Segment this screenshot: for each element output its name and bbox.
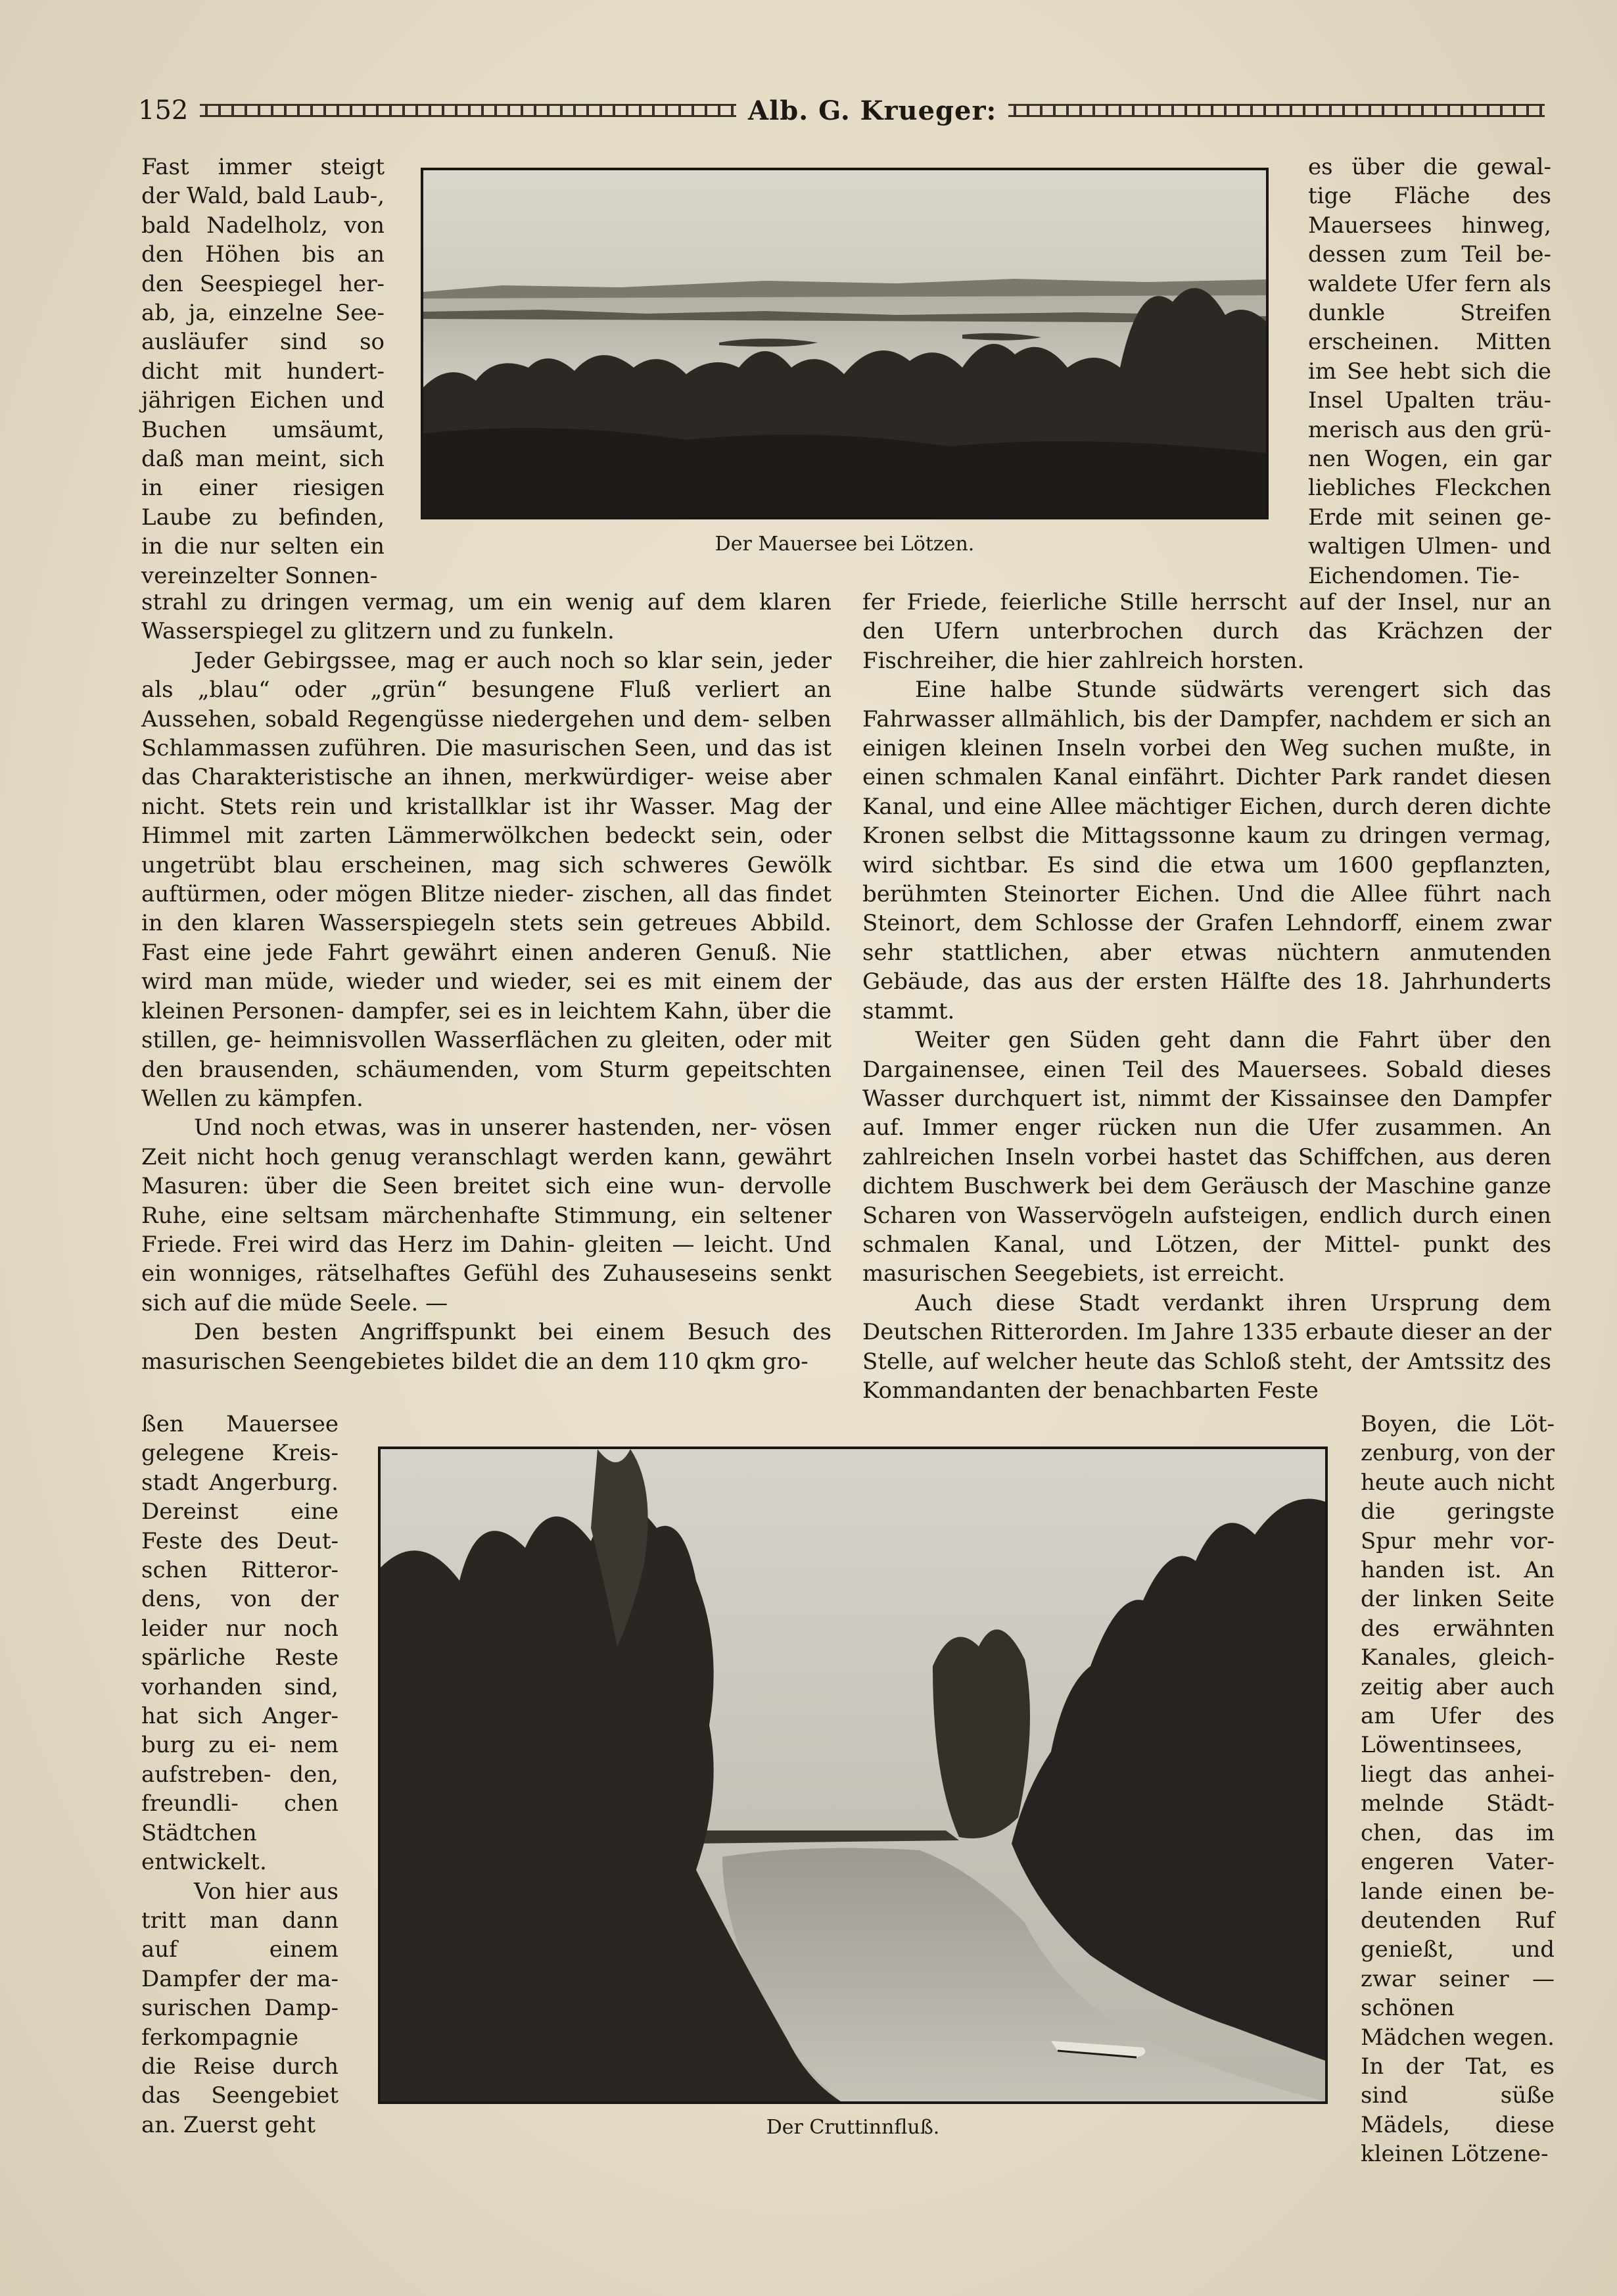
photo-mauersee bbox=[421, 168, 1269, 519]
paragraph-mid-right-3: Weiter gen Süden geht dann die Fahrt über den Dargainensee, einen Teil des Mauersees. Sobald dieses Wasser durchquert ist, nimmt der Kissainsee den Dampfer auf. Immer enger rücken nun die Ufer zusammen. An zahlreichen Inseln vorbei hastet das Schiffchen, aus deren dichtem Buschwerk bei dem Geräusch der Maschine ganze Scharen von Wasservögeln aufsteigen, endlich durch einen schmalen Kanal, und Lötzen, der Mittel- punkt des masurischen Seegebiets, ist erreicht. bbox=[862, 1027, 1551, 1287]
paragraph-mid-right-1: fer Friede, feierliche Stille herrscht auf der Insel, nur an den Ufern unterbrochen durch das Krächzen der Fischreiher, die hier zahlreich horsten. bbox=[862, 589, 1551, 674]
paragraph-mid-right-4: Auch diese Stadt verdankt ihren Ursprung dem Deutschen Ritterorden. Im Jahre 1335 erbaute dieser an der Stelle, auf welcher heute das Schloß steht, der Amtssitz des Kommandanten der benachbarten Feste bbox=[862, 1289, 1551, 1404]
paragraph-mid-left-4: Den besten Angriffspunkt bei einem Besuch des masurischen Seengebietes bildet die an dem 110 qkm gro- bbox=[141, 1319, 832, 1375]
photo-cruttinn bbox=[378, 1447, 1328, 2104]
paragraph-top-left: Fast immer steigt der Wald, bald Laub-, bald Nadelholz, von den Höhen bis an den Seespiegel her- ab, ja, einzelne See- ausläufer sind so dicht mit hundert- jährigen Eichen und Buchen umsäumt, daß man meint, sich in einer riesigen Laube zu befinden, in die nur selten ein vereinzelter Sonnen- bbox=[141, 154, 385, 589]
page-number: 152 bbox=[138, 95, 189, 126]
paragraph-top-right: es über die gewal- tige Fläche des Mauersees hinweg, dessen zum Teil be- waldete Ufer fern als dunkle Streifen erscheinen. Mitten im See hebt sich die Insel Upalten träu- merisch aus den grü- nen Wogen, ein gar liebliches Fleckchen Erde mit seinen ge- waltigen Ulmen- und Eichendomen. Tie- bbox=[1308, 154, 1551, 589]
caption-cruttinn: Der Cruttinnfluß. bbox=[766, 2116, 940, 2139]
paragraph-mid-left-3: Und noch etwas, was in unserer hastenden, ner- vösen Zeit nicht hoch genug veranschlagt werden kann, gewährt Masuren: über die Seen breitet sich eine wun- dervolle Ruhe, eine seltsam märchenhafte Stimmung, ein seltener Friede. Frei wird das Herz im Dahin- gleiten — leicht. Und ein wonniges, rätselhaftes Gefühl des Zuhauseseins senkt sich auf die müde Seele. — bbox=[141, 1114, 832, 1316]
paragraph-bottom-left-2: Von hier aus tritt man dann auf einem Dampfer der ma- surischen Damp- ferkompagnie die Reise durch das Seengebiet an. Zuerst geht bbox=[141, 1878, 339, 2138]
paragraph-mid-left-1: strahl zu dringen vermag, um ein wenig auf dem klaren Wasserspiegel zu glitzern und zu funkeln. bbox=[141, 589, 832, 645]
mauersee-landscape-image bbox=[423, 170, 1266, 517]
caption-mauersee: Der Mauersee bei Lötzen. bbox=[715, 533, 975, 556]
text-block-top-right bbox=[1308, 153, 1551, 590]
text-block-mid-right bbox=[862, 588, 1551, 1405]
text-block-bottom-right bbox=[1361, 1410, 1555, 2169]
paragraph-bottom-right: Boyen, die Löt- zenburg, von der heute auch nicht die geringste Spur mehr vor- handen ist. An der linken Seite des erwähnten Kanales, gleich- zeitig aber auch am Ufer des Löwentinsees, liegt das anhei- melnde Städt- chen, das im engeren Vater- lande einen be- deutenden Ruf genießt, und zwar seiner — schönen Mädchen wegen. In der Tat, es sind süße Mädels, diese kleinen Lötzene- bbox=[1361, 1411, 1555, 2168]
ornament-rule-left bbox=[200, 104, 736, 117]
running-head-author: Alb. G. Krueger: bbox=[748, 95, 997, 126]
running-head bbox=[138, 91, 1545, 130]
text-block-bottom-left bbox=[141, 1410, 339, 2140]
paragraph-bottom-left-1: ßen Mauersee gelegene Kreis- stadt Angerburg. Dereinst eine Feste des Deut- schen Ritteror- dens, von der leider nur noch spärliche Reste vorhanden sind, hat sich Anger- burg zu ei- nem aufstreben- den, freundli- chen Städtchen entwickelt. bbox=[141, 1411, 339, 1876]
text-block-top-left bbox=[141, 153, 385, 590]
ornament-rule-right bbox=[1008, 104, 1545, 117]
paragraph-mid-right-2: Eine halbe Stunde südwärts verengert sich das Fahrwasser allmählich, bis der Dampfer, nachdem er sich an einigen kleinen Inseln vorbei den Weg suchen mußte, in einen schmalen Kanal einfährt. Dichter Park randet diesen Kanal, und eine Allee mächtiger Eichen, durch deren dichte Kronen selbst die Mittagssonne kaum zu dringen vermag, wird sichtbar. Es sind die etwa um 1600 gepflanzten, berühmten Steinorter Eichen. Und die Allee führt nach Steinort, dem Schlosse der Grafen Lehndorff, einem zwar sehr stattlichen, aber etwas nüchtern anmutenden Gebäude, das aus der ersten Hälfte des 18. Jahrhunderts stammt. bbox=[862, 677, 1551, 1024]
cruttinn-river-image bbox=[381, 1449, 1325, 2101]
paragraph-mid-left-2: Jeder Gebirgssee, mag er auch noch so klar sein, jeder als „blau“ oder „grün“ besungene Fluß verliert an Aussehen, sobald Regengüsse niedergehen und dem- selben Schlammassen zuführen. Die masurischen Seen, und das ist das Charakteristische an ihnen, merkwürdiger- weise aber nicht. Stets rein und kristallklar ist ihr Wasser. Mag der Himmel mit zarten Lämmerwölkchen bedeckt sein, oder ungetrübt blau erscheinen, mag sich schweres Gewölk auftürmen, oder mögen Blitze nieder- zischen, all das findet in den klaren Wasserspiegeln stets sein getreues Abbild. Fast eine jede Fahrt gewährt einen anderen Genuß. Nie wird man müde, wieder und wieder, sei es mit einem der kleinen Personen- dampfer, sei es in leichtem Kahn, über die stillen, ge- heimnisvollen Wasserflächen zu gleiten, oder mit den brausenden, schäumenden, vom Sturm gepeitschten Wellen zu kämpfen. bbox=[141, 647, 832, 1112]
text-block-mid-left bbox=[141, 588, 832, 1376]
